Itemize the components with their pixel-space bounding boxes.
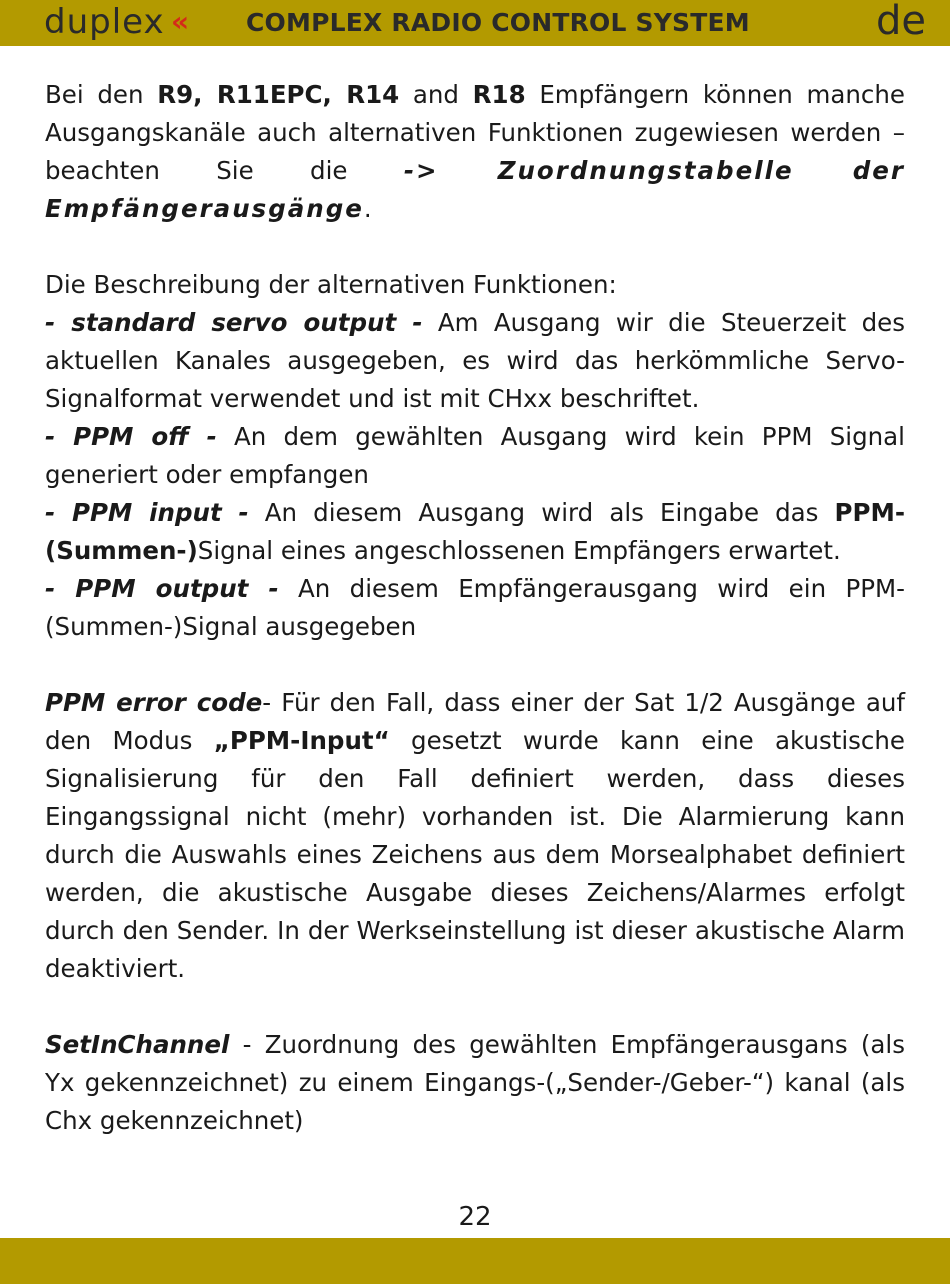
ppm-off-paragraph <box>45 418 905 494</box>
receiver-models: R9, R11EPC, R14 <box>157 80 400 109</box>
ppm-input-text-1: An diesem Ausgang wird als Eingabe das <box>248 498 835 527</box>
standard-servo-term: - standard servo output - <box>45 308 423 337</box>
ppm-output-text: An diesem Empfängerausgang wird ein PPM-(Summen-)Signal ausgegeben <box>45 574 905 641</box>
intro-text-4: . <box>363 194 372 223</box>
set-in-channel-term: SetInChannel <box>45 1030 230 1059</box>
set-in-channel-paragraph <box>45 1026 905 1140</box>
page-number: 22 <box>458 1202 492 1232</box>
logo-arrows-icon: « <box>171 5 190 38</box>
ppm-error-text-2: gesetzt wurde kann eine akustische Signalisierung für den Fall definiert werden, dass dieses Eingangssignal nicht (mehr) vorhanden ist. Die Alarmierung kann durch die Auswahls eines Zeichens aus dem Morsealphabet definiert werden, die akustische Ausgabe dieses Zeichens/Alarmes erfolgt durch den Sender. In der Werkseinstellung ist dieser akustische Alarm deaktiviert. <box>45 726 905 983</box>
ppm-input-paragraph <box>45 494 905 570</box>
ppm-error-term: PPM error code <box>45 688 263 717</box>
intro-text-2: and <box>399 80 473 109</box>
ppm-off-term: - PPM off - <box>45 422 217 451</box>
header-title: COMPLEX RADIO CONTROL SYSTEM <box>246 8 750 37</box>
receiver-model-r18: R18 <box>472 80 526 109</box>
ppm-output-term: - PPM output - <box>45 574 279 603</box>
language-code: de <box>876 0 926 44</box>
ppm-off-text: An dem gewählten Ausgang wird kein PPM Signal generiert oder empfangen <box>45 422 905 489</box>
intro-paragraph <box>45 76 905 228</box>
footer-bar <box>0 1238 950 1284</box>
intro-text-3: Empfängern können manche Ausgangskanäle auch alternativen Funktionen zugewiesen werden – beachten Sie die <box>45 80 905 185</box>
header-bar <box>0 0 950 46</box>
ppm-sum-signal: PPM-(Summen-) <box>45 498 906 565</box>
ppm-error-paragraph <box>45 684 905 988</box>
ppm-input-term: - PPM input - <box>45 498 249 527</box>
standard-servo-paragraph <box>45 304 905 418</box>
ppm-input-text-2: Signal eines angeschlossenen Empfängers erwartet. <box>197 536 841 565</box>
ppm-output-paragraph <box>45 570 905 646</box>
ppm-input-mode: „PPM-Input“ <box>213 726 390 755</box>
page-content <box>45 76 905 1140</box>
intro-text-1: Bei den <box>45 80 158 109</box>
duplex-logo: duplex <box>44 2 165 42</box>
set-in-channel-text: - Zuordnung des gewählten Empfängerausgans (als Yx gekennzeichnet) zu einem Eingangs-(„Sender-/Geber-“) kanal (als Chx gekennzeichnet) <box>45 1030 905 1135</box>
assignment-table-link[interactable]: -> Zuordnungstabelle der Empfängerausgänge <box>45 156 905 223</box>
functions-heading: Die Beschreibung der alternativen Funktionen: <box>45 270 617 299</box>
standard-servo-text: Am Ausgang wir die Steuerzeit des aktuellen Kanales ausgegeben, es wird das herkömmliche Servo-Signalformat verwendet und ist mit CHxx beschriftet. <box>45 308 905 413</box>
ppm-error-text-1: - Für den Fall, dass einer der Sat 1/2 Ausgänge auf den Modus <box>45 688 905 755</box>
